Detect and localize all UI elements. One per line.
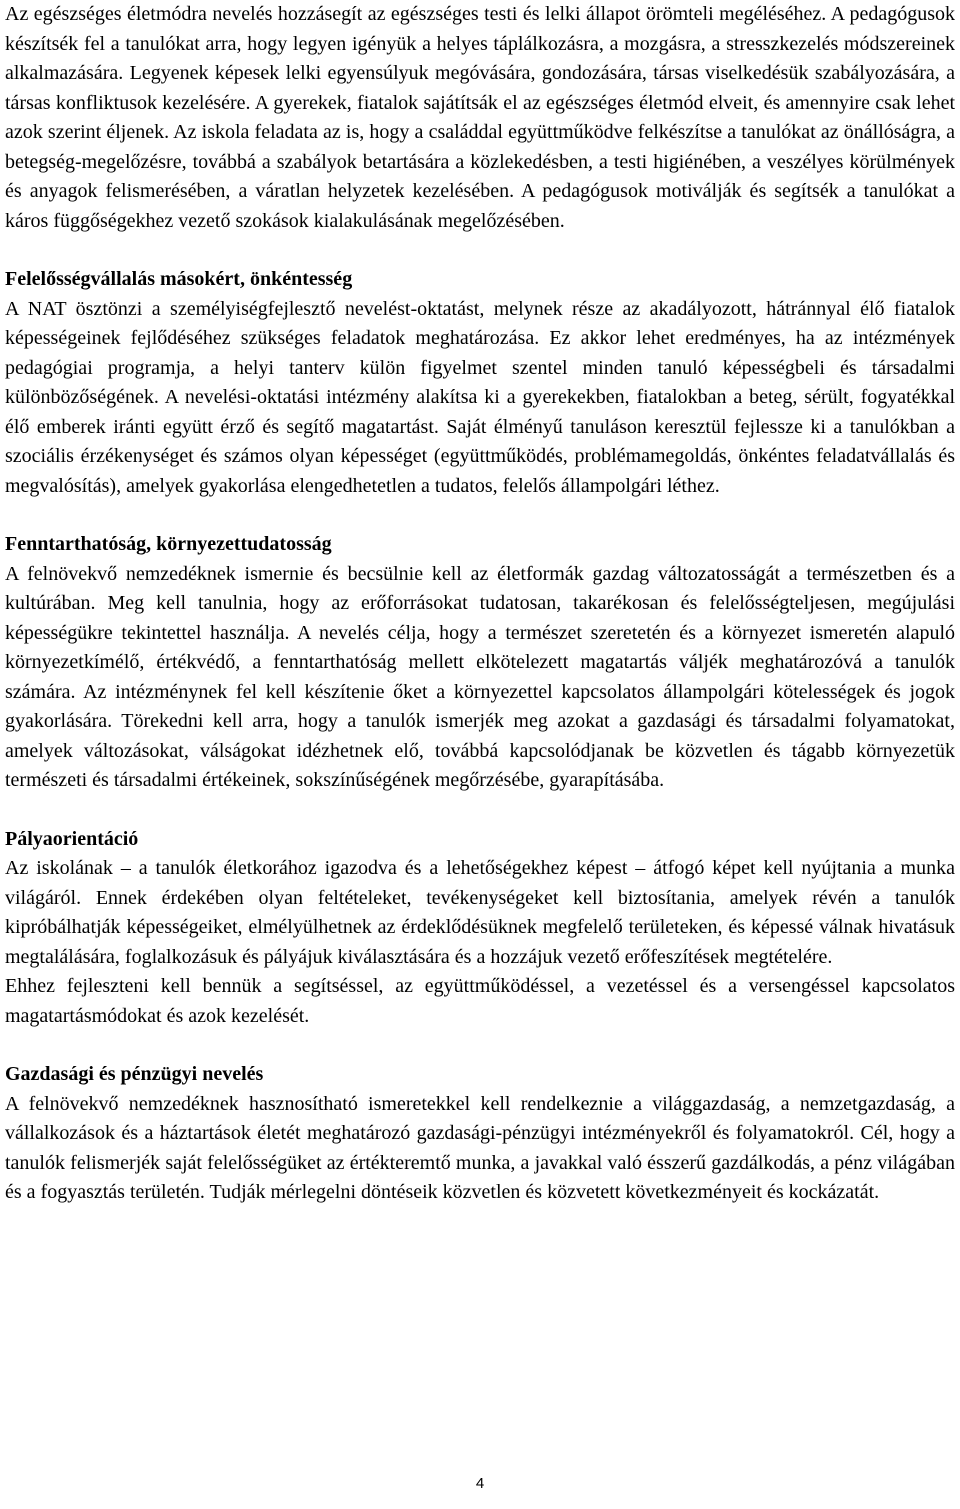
section-heading: Fenntarthatóság, környezettudatosság — [5, 533, 332, 555]
section-paragraph: A felnövekvő nemzedéknek hasznosítható ismeretekkel kell rendelkeznie a világgazdaság, a nemzetgazdaság, a vállalkozások és a háztartások életét meghatározó gazdasági-pénzügyi intézményekről és folyamatokról. Cél, hogy a tanulók felismerjék saját felelősségüket az értékteremtő munka, a javakkal való ésszerű gazdálkodás, a pénz világában és a fogyasztás területén. Tudják mérlegelni döntéseik közvetlen és közvetett következményeit és kockázatát. — [5, 1092, 955, 1203]
section-paragraph: A NAT ösztönzi a személyiségfejlesztő nevelést-oktatást, melynek része az akadályozott, hátránnyal élő fiatalok képességeinek fejlődéséhez szükséges feladatok meghatározása. Ez akkor lehet eredményes, ha az intézmények pedagógiai programja, a helyi tanterv külön figyelmet szentel minden tanuló képességbeli és társadalmi különbözőségének. A nevelési-oktatási intézmény alakítsa ki a gyerekekben, fiatalokban a beteg, sérült, fogyatékkal élő emberek iránti együtt érző és segítő magatartást. Saját élményű tanuláson keresztül fejlessze ki a tanulókban a szociális érzékenységet és számos olyan képességet (együttműködés, problémamegoldás, önkéntes feladatvállalás és megvalósítás), amelyek gyakorlása elengedhetetlen a tudatos, felelős állampolgári léthez. — [5, 297, 955, 497]
section-sustainability — [5, 530, 955, 796]
section-heading: Pályaorientáció — [5, 827, 139, 850]
section-responsibility — [5, 265, 955, 501]
section-economic-education — [5, 1060, 955, 1208]
section-heading: Felelősségvállalás másokért, önkéntesség — [5, 268, 353, 290]
section-paragraph: Ehhez fejleszteni kell bennük a segítséssel, az együttműködéssel, a vezetéssel és a versengéssel kapcsolatos magatartásmódokat és azok kezelését. — [5, 975, 955, 1027]
section-paragraph: Az iskolának – a tanulók életkorához igazodva és a lehetőségekhez képest – átfogó képet kell nyújtania a munka világáról. Ennek érdekében olyan feltételeket, tevékenységeket kell biztosítania, amelyek révén a tanulók kipróbálhatják képességeiket, elmélyülhetnek az érdeklődésüknek megfelelő területeken, és képessé válnak hivatásuk megtalálására, foglalkozásuk és pályájuk kiválasztására és a hozzájuk vezető erőfeszítések megtételére. — [5, 857, 955, 968]
intro-paragraph: Az egészséges életmódra nevelés hozzásegít az egészséges testi és lelki állapot örömteli megéléséhez. A pedagógusok készítsék fel a tanulókat arra, hogy legyen igényük a helyes táplálkozásra, a mozgásra, a stresszkezelés módszereinek alkalmazására. Legyenek képesek lelki egyensúlyuk megóvására, gondozására, társas viselkedésük szabályozására, a társas konfliktusok kezelésére. A gyerekek, fiatalok sajátítsák el az egészséges életmód elveit, és amennyire csak lehet azok szerint éljenek. Az iskola feladata az is, hogy a családdal együttműködve felkészítse a tanulókat az önállóságra, a betegség-megelőzésre, továbbá a szabályok betartására a közlekedésben, a testi higiénében, a veszélyes körülmények és anyagok felismerésében, a váratlan helyzetek kezelésében. A pedagógusok motiválják és segítsék a tanulókat a káros függőségekhez vezető szokások kialakulásának megelőzésében. — [5, 3, 955, 232]
section-career-orientation — [5, 825, 955, 1032]
section-heading: Gazdasági és pénzügyi nevelés — [5, 1063, 264, 1085]
page-number: 4 — [475, 1475, 485, 1492]
document-page — [5, 0, 955, 1208]
section-paragraph: A felnövekvő nemzedéknek ismernie és becsülnie kell az életformák gazdag változatosságát a természetben és a kultúrában. Meg kell tanulnia, hogy az erőforrásokat tudatosan, takarékosan és felelősségteljesen, megújulási képességükre tekintettel használja. A nevelés célja, hogy a természet szeretetén és a környezet ismeretén alapuló környezetkímélő, értékvédő, a fenntarthatóság mellett elkötelezett magatartás váljék meghatározóvá a tanulók számára. Az intézménynek fel kell készítenie őket a környezettel kapcsolatos állampolgári kötelességek és jogok gyakorlására. Törekedni kell arra, hogy a tanulók ismerjék meg azokat a gazdasági és társadalmi folyamatokat, amelyek változásokat, válságokat idézhetnek elő, továbbá kapcsolódjanak be közvetlen és tágabb környezetük természeti és társadalmi értékeinek, sokszínűségének megőrzésébe, gyarapításába. — [5, 562, 955, 791]
